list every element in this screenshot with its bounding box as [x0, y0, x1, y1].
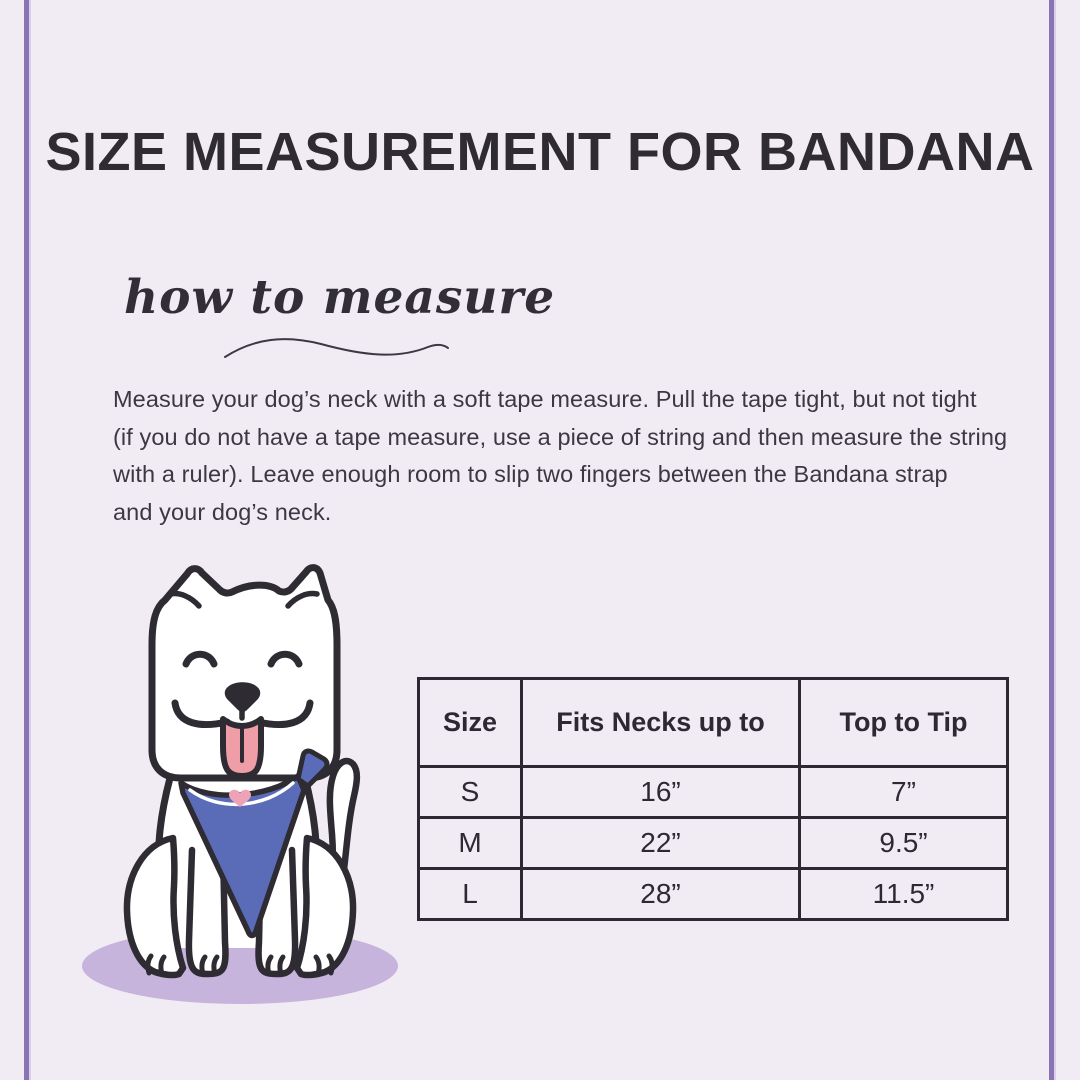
cell-neck: 16”: [522, 767, 800, 818]
cell-size: M: [419, 818, 522, 869]
column-header-neck: Fits Necks up to: [522, 679, 800, 767]
cell-size: L: [419, 869, 522, 920]
flourish-underline: [222, 334, 452, 362]
cell-tip: 11.5”: [800, 869, 1008, 920]
table-row: [419, 767, 1008, 818]
column-header-tip: Top to Tip: [800, 679, 1008, 767]
dog-left-haunch: [127, 838, 183, 975]
cell-neck: 28”: [522, 869, 800, 920]
cell-tip: 9.5”: [800, 818, 1008, 869]
cell-size: S: [419, 767, 522, 818]
bandana-knot: [298, 751, 327, 786]
column-header-size: Size: [419, 679, 522, 767]
how-to-measure-heading: how to measure: [124, 270, 556, 325]
table-row: [419, 869, 1008, 920]
cell-neck: 22”: [522, 818, 800, 869]
measuring-instructions: [113, 381, 1007, 531]
table-header-row: [419, 679, 1008, 767]
instructions-line: (if you do not have a tape measure, use a piece of string and then measure the string: [113, 423, 1008, 450]
instructions-line: with a ruler). Leave enough room to slip two fingers between the Bandana strap: [113, 461, 948, 487]
cell-tip: 7”: [800, 767, 1008, 818]
instructions-line: and your dog’s neck.: [113, 498, 332, 525]
page-title: SIZE MEASUREMENT FOR BANDANA: [45, 122, 1035, 182]
dog-with-bandana-illustration: [70, 550, 410, 1010]
size-chart-table: [417, 677, 1009, 921]
table-row: [419, 818, 1008, 869]
instructions-line: Measure your dog’s neck with a soft tape measure. Pull the tape tight, but not tight: [113, 386, 977, 412]
